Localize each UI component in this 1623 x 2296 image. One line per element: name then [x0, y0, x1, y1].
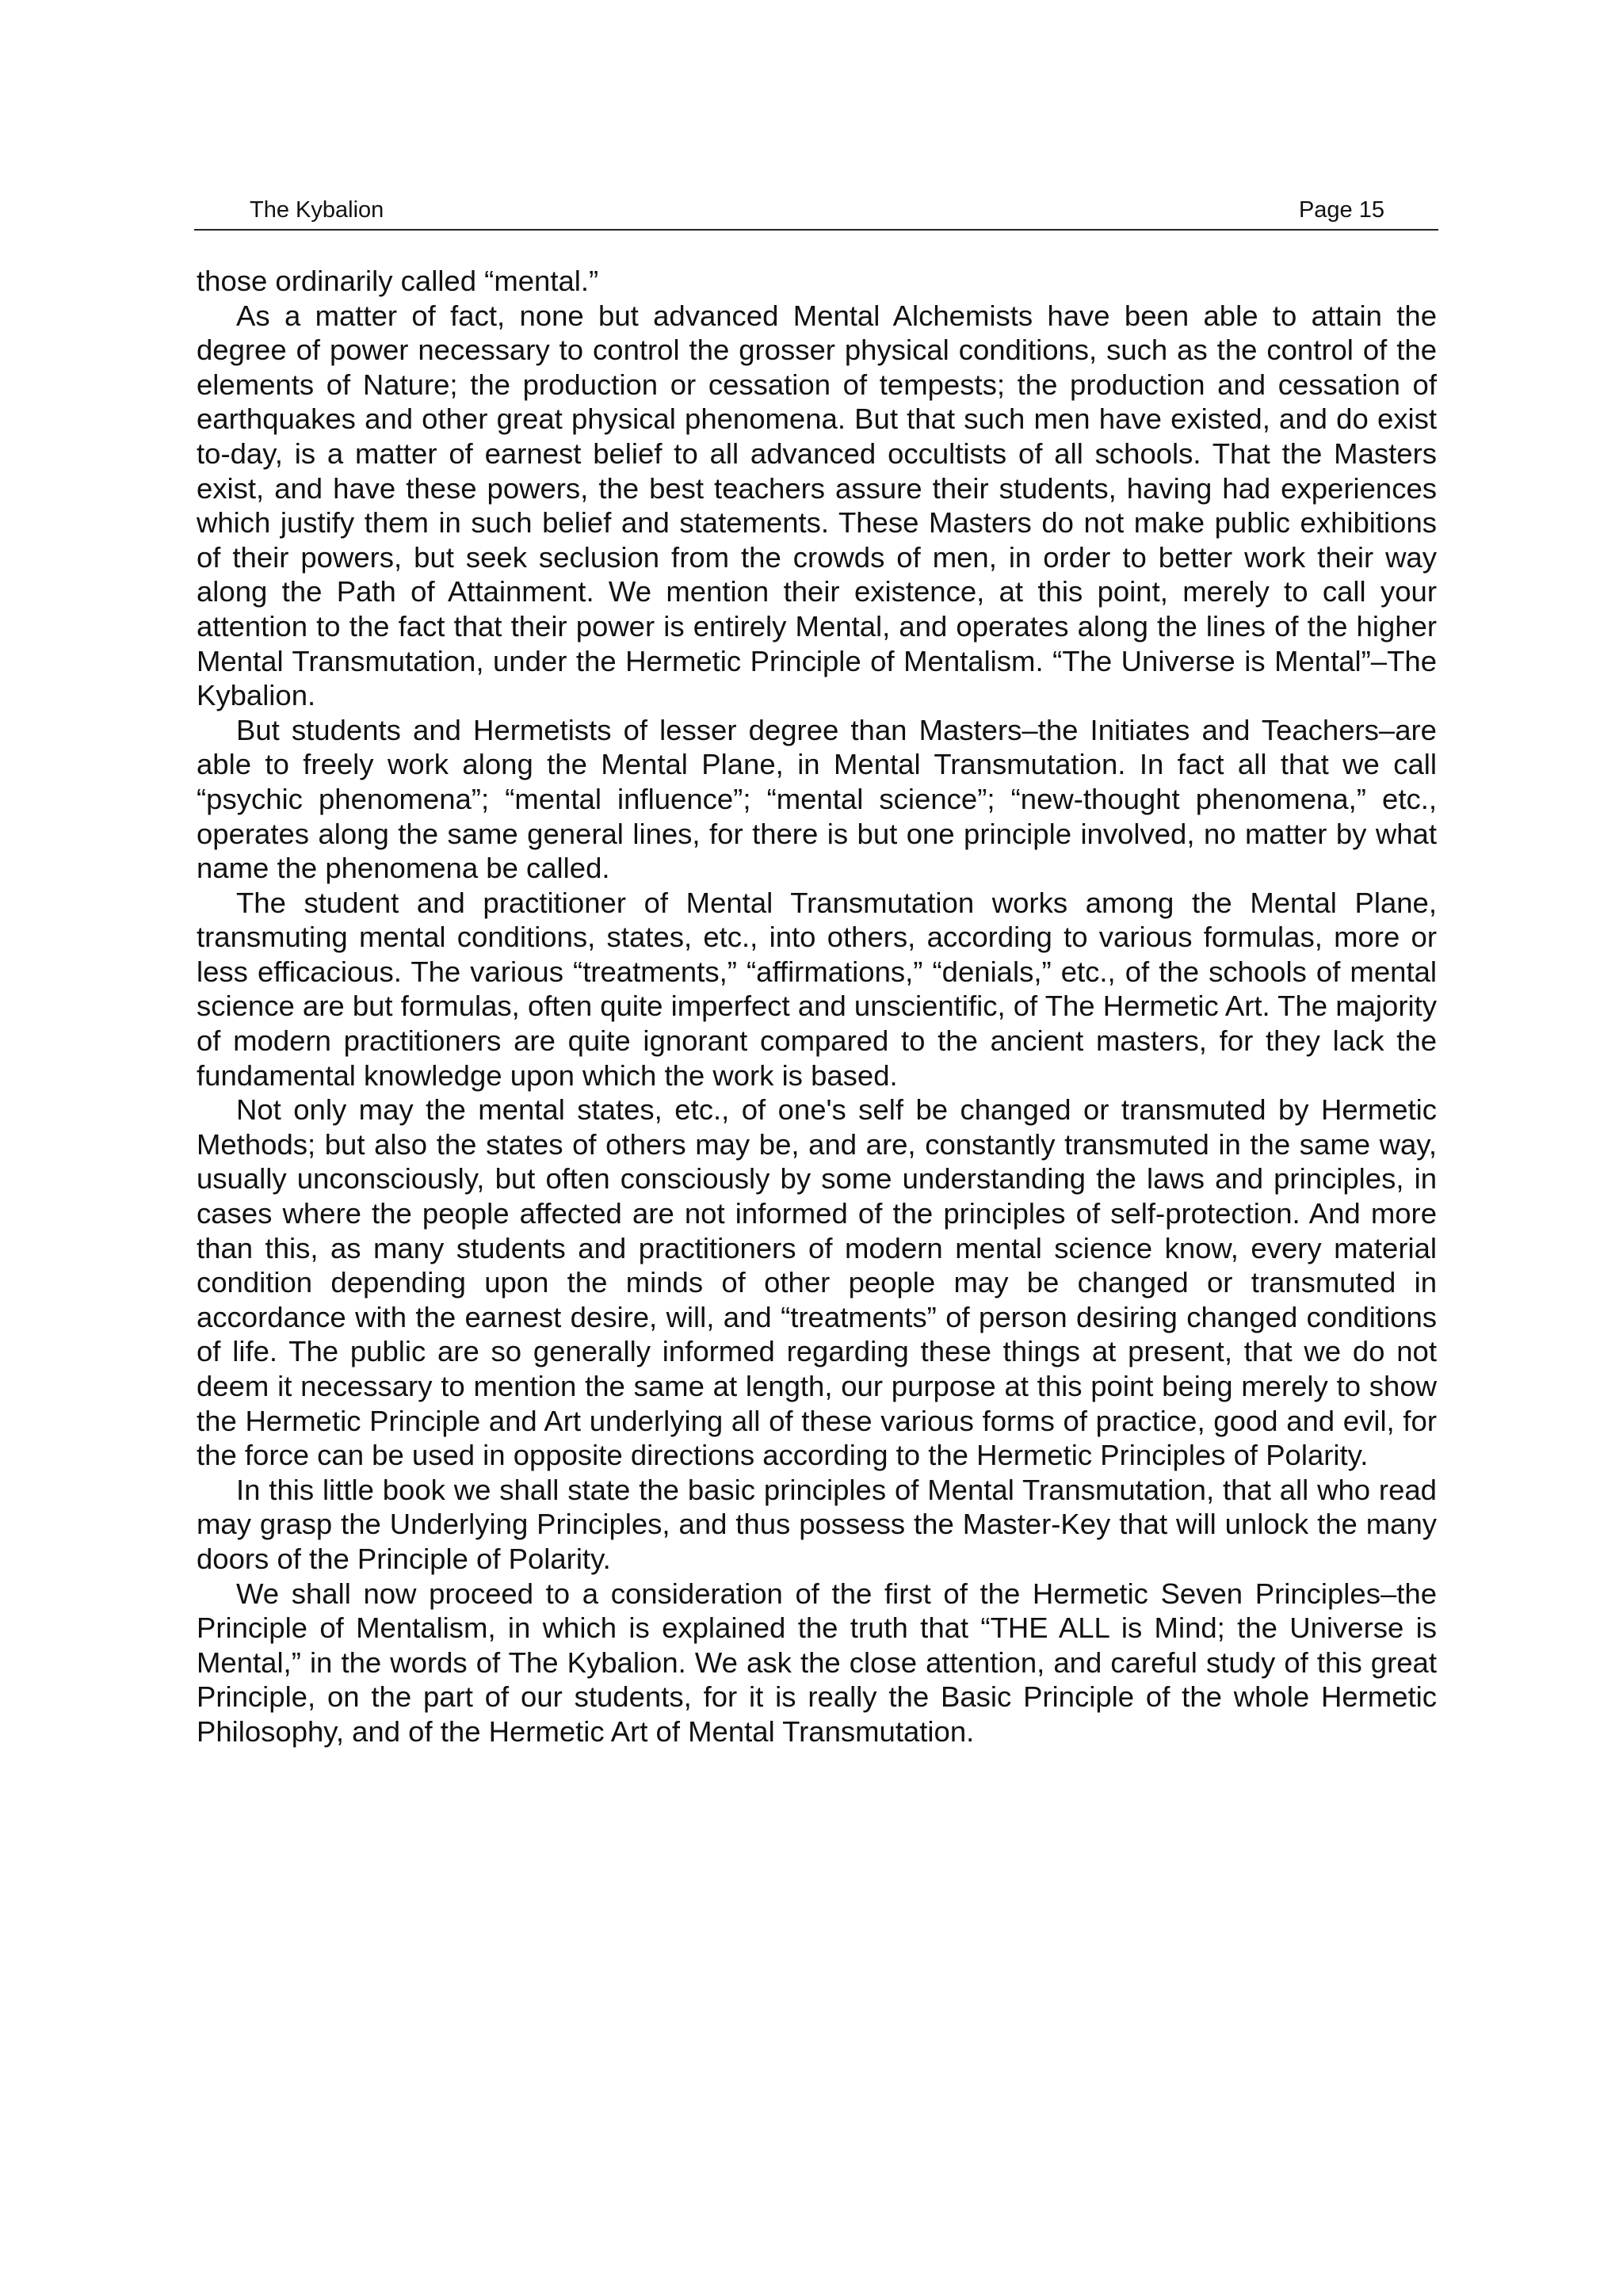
- paragraph-continuation: those ordinarily called “mental.”: [197, 265, 599, 297]
- paragraph: In this little book we shall state the basic principles of Mental Transmutation, that all who read may grasp the Underlying Principles, and thus possess the Master-Key that will unlock the many doors of the Principle of Polarity.: [197, 1473, 1437, 1575]
- page-number: Page 15: [1298, 197, 1384, 223]
- paragraph: Not only may the mental states, etc., of one's self be changed or transmuted by Hermetic Methods; but also the states of others may be, and are, constantly transmuted in the same way, usually unconsciously, but often consciously by some understanding the laws and principles, in cases where the people affected are not informed of the principles of self-protection. And more than this, as many students and practitioners of modern mental science know, every material condition depending upon the minds of other people may be changed or transmuted in accordance with the earnest desire, will, and “treatments” of person desiring changed conditions of life. The public are so generally informed regarding these things at present, that we do not deem it necessary to mention the same at length, our purpose at this point being merely to show the Hermetic Principle and Art underlying all of these various forms of practice, good and evil, for the force can be used in opposite directions according to the Hermetic Principles of Polarity.: [197, 1093, 1437, 1472]
- body-text: [197, 264, 1437, 1749]
- book-title: The Kybalion: [250, 197, 384, 223]
- page-header: [194, 194, 1438, 231]
- paragraph: But students and Hermetists of lesser degree than Masters–the Initiates and Teachers–are able to freely work along the Mental Plane, in Mental Transmutation. In fact all that we call “psychic phenomena”; “mental influence”; “mental science”; “new-thought phenomena,” etc., operates along the same general lines, for there is but one principle involved, no matter by what name the phenomena be called.: [197, 713, 1437, 885]
- paragraph: As a matter of fact, none but advanced Mental Alchemists have been able to attain the degree of power necessary to control the grosser physical conditions, such as the control of the elements of Nature; the production or cessation of tempests; the production and cessation of earthquakes and other great physical phenomena. But that such men have existed, and do exist to-day, is a matter of earnest belief to all advanced occultists of all schools. That the Masters exist, and have these powers, the best teachers assure their students, having had experiences which justify them in such belief and statements. These Masters do not make public exhibitions of their powers, but seek seclusion from the crowds of men, in order to better work their way along the Path of Attainment. We mention their existence, at this point, merely to call your attention to the fact that their power is entirely Mental, and operates along the lines of the higher Mental Transmutation, under the Hermetic Principle of Mentalism. “The Universe is Mental”–The Kybalion.: [197, 299, 1437, 712]
- paragraph: We shall now proceed to a consideration of the first of the Hermetic Seven Principles–the Principle of Mentalism, in which is explained the truth that “THE ALL is Mind; the Universe is Mental,” in the words of The Kybalion. We ask the close attention, and careful study of this great Principle, on the part of our students, for it is really the Basic Principle of the whole Hermetic Philosophy, and of the Hermetic Art of Mental Transmutation.: [197, 1577, 1437, 1748]
- paragraph: The student and practitioner of Mental Transmutation works among the Mental Plane, transmuting mental conditions, states, etc., into others, according to various formulas, more or less efficacious. The various “treatments,” “affirmations,” “denials,” etc., of the schools of mental science are but formulas, often quite imperfect and unscientific, of The Hermetic Art. The majority of modern practitioners are quite ignorant compared to the ancient masters, for they lack the fundamental knowledge upon which the work is based.: [197, 886, 1437, 1092]
